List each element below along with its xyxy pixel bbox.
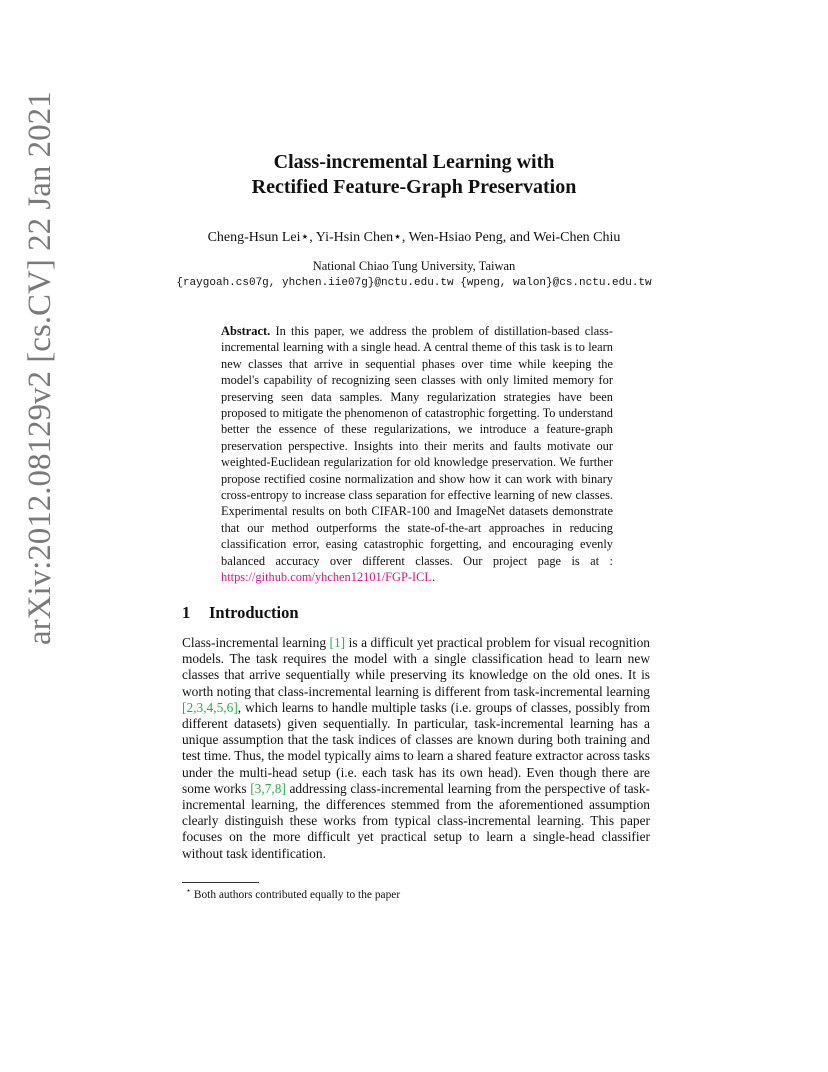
section-heading — [182, 603, 299, 623]
affiliation-block — [0, 258, 828, 292]
author-emails: {raygoah.cs07g, yhchen.iie07g}@nctu.edu.tw {wpeng, walon}@cs.nctu.edu.tw — [176, 277, 652, 289]
footnote-text: Both authors contributed equally to the paper — [193, 888, 401, 901]
abstract-text: In this paper, we address the problem of distillation-based class-incremental learning with a single head. A central theme of this task is to learn new classes that arrive in sequential phases over time while keeping the model's capability of recognizing seen classes with only limited memory for preserving seen data samples. Many regularization strategies have been proposed to mitigate the phenomenon of catastrophic forgetting. To understand better the essence of these regularizations, we introduce a feature-graph preservation perspective. Insights into their merits and faults motivate our weighted-Euclidean regularization for old knowledge preservation. We further propose rectified cosine normalization and show how it can work with binary cross-entropy to increase class separation for effective learning of new classes. Experimental results on both CIFAR-100 and ImageNet datasets demonstrate that our method outperforms the state-of-the-art approaches in reducing classification error, easing catastrophic forgetting, and encouraging evenly balanced accuracy over different classes. Our project page is at : — [221, 324, 613, 568]
footnote — [186, 886, 400, 901]
project-page-link[interactable]: https://github.com/yhchen12101/FGP-ICL — [221, 570, 432, 585]
citation-link[interactable]: [2,3,4,5,6] — [182, 699, 238, 715]
intro-text-4: addressing class-incremental learning from the perspective of task-incremental learning, the differences stemmed from the aforementioned assumption clearly distinguish these works from typical class-incremental learning. This paper focuses on the more difficult yet practical setup to learn a single-head classifier without task identification. — [182, 780, 650, 861]
section-title: Introduction — [209, 603, 299, 622]
intro-text-1: Class-incremental learning — [182, 635, 330, 650]
title-line-1: Class-incremental Learning with — [273, 151, 555, 173]
paper-title — [0, 150, 828, 200]
intro-text-3: , which learns to handle multiple tasks (i.e. groups of classes, possibly from different datasets) given sequentially. In particular, task-incremental learning has a unique assumption that the task indices of classes are known during both training and test time. Thus, the model typically aims to learn a shared feature extractor across tasks under the multi-head setup (i.e. each task has its own head). Even though there are some works — [182, 699, 650, 796]
intro-text-2: is a difficult yet practical problem for visual recognition models. The task requires the model with a single classification head to learn new classes that arrive sequentially while preserving its knowledge on the old ones. It is worth noting that class-incremental learning is different from task-incremental learning — [182, 635, 650, 699]
footnote-mark: ⋆ — [186, 886, 192, 895]
footnote-rule — [182, 882, 259, 883]
abstract — [221, 323, 613, 586]
abstract-label: Abstract. — [221, 324, 271, 338]
author-list: Cheng-Hsun Lei⋆, Yi-Hsin Chen⋆, Wen-Hsiao Peng, and Wei-Chen Chiu — [207, 230, 621, 245]
abstract-end: . — [431, 570, 436, 585]
citation-link[interactable]: [3,7,8] — [250, 780, 286, 796]
affiliation: National Chiao Tung University, Taiwan — [312, 259, 516, 273]
citation-link[interactable]: [1] — [329, 635, 346, 650]
introduction-paragraph — [182, 635, 650, 862]
arxiv-stamp: arXiv:2012.08129v2 [cs.CV] 22 Jan 2021 — [22, 91, 58, 645]
title-line-2: Rectified Feature-Graph Preservation — [251, 176, 577, 198]
section-number: 1 — [182, 603, 191, 622]
